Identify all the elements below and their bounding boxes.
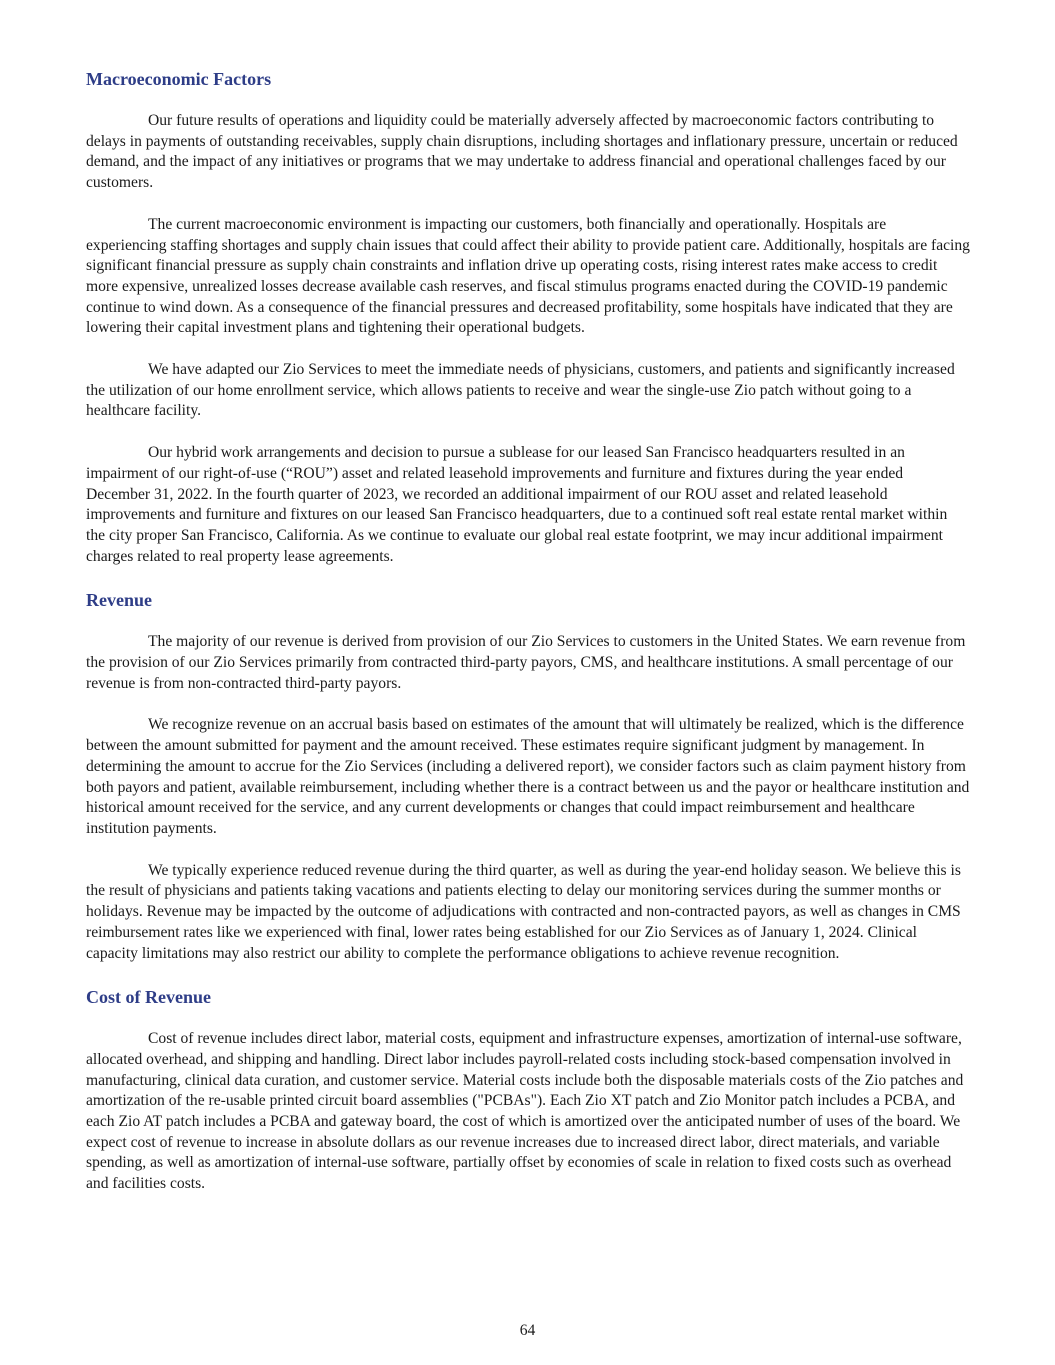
paragraph: Our hybrid work arrangements and decision to pursue a sublease for our leased San Francisco headquarters resulted in an impairment of our right-of-use (“ROU”) asset and related leasehold improvements and furniture and fixtures during the year ended December 31, 2022. In the fourth quarter of 2023, we recorded an additional impairment of our ROU asset and related leasehold improvements and furniture and fixtures on our leased San Francisco headquarters, due to a continued soft real estate rental market within the city proper San Francisco, California. As we continue to evaluate our global real estate footprint, we may incur additional impairment charges related to real property lease agreements. — [86, 444, 948, 565]
paragraph: We recognize revenue on an accrual basis based on estimates of the amount that will ultimately be realized, which is the difference between the amount submitted for payment and the amount received. These estimates require significant judgment by management. In determining the amount to accrue for the Zio Services (including a delivered report), we consider factors such as claim payment history from both payors and patient, available reimbursement, including whether there is a contract between us and the payor or healthcare institution and historical amount received for the service, and any current developments or changes that could impact reimbursement and healthcare institution payments. — [86, 716, 970, 837]
section-cost-of-revenue — [86, 984, 970, 1195]
section-heading: Revenue — [86, 590, 152, 611]
paragraph: The majority of our revenue is derived from provision of our Zio Services to customers in the United States. We earn revenue from the provision of our Zio Services primarily from contracted third-party payors, CMS, and healthcare institutions. A small percentage of our revenue is from non-contracted third-party payors. — [86, 633, 966, 692]
section-heading: Macroeconomic Factors — [86, 69, 272, 89]
section-revenue — [86, 587, 970, 964]
section-macroeconomic-factors — [86, 66, 970, 567]
paragraph: Our future results of operations and liquidity could be materially adversely affected by macroeconomic factors contributing to delays in payments of outstanding receivables, supply chain disruptions, including shortages and inflationary pressure, uncertain or reduced demand, and the impact of any initiatives or programs that we may undertake to address financial and operational challenges faced by our customers. — [86, 112, 958, 192]
paragraph: The current macroeconomic environment is impacting our customers, both financially and operationally. Hospitals are experiencing staffing shortages and supply chain issues that could affect their ability to provide patient care. Additionally, hospitals are facing significant financial pressure as supply chain constraints and inflation drive up operating costs, rising interest rates make access to credit more expensive, unrealized losses decrease available cash reserves, and fiscal stimulus programs enacted during the COVID-19 pandemic continue to wind down. As a consequence of the financial pressures and decreased profitability, some hospitals have indicated that they are lowering their capital investment plans and tightening their operational budgets. — [86, 215, 970, 337]
paragraph: We have adapted our Zio Services to meet the immediate needs of physicians, customers, and patients and significantly increased the utilization of our home enrollment service, which allows patients to receive and wear the single-use Zio patch without going to a healthcare facility. — [86, 361, 955, 420]
section-heading: Cost of Revenue — [86, 987, 211, 1008]
paragraph: We typically experience reduced revenue during the third quarter, as well as during the year-end holiday season. We believe this is the result of physicians and patients taking vacations and patients electing to delay our monitoring services during the summer months or holidays. Revenue may be impacted by the outcome of adjudications with contracted and non-contracted payors, as well as changes in CMS reimbursement rates like we experienced with final, lower rates being established for our Zio Services as of January 1, 2024. Clinical capacity limitations may also restrict our ability to complete the performance obligations to achieve revenue recognition. — [86, 861, 961, 962]
document-page — [86, 66, 970, 1195]
page-number: 64 — [519, 1322, 536, 1339]
paragraph: Cost of revenue includes direct labor, material costs, equipment and infrastructure expenses, amortization of internal-use software, allocated overhead, and shipping and handling. Direct labor includes payroll-related costs including stock-based compensation involved in manufacturing, clinical data curation, and customer service. Material costs include both the disposable materials costs of the Zio patches and amortization of the re-usable printed circuit board assemblies ("PCBAs"). Each Zio XT patch and Zio Monitor patch includes a PCBA, and each Zio AT patch includes a PCBA and gateway board, the cost of which is amortized over the anticipated number of uses of the board. We expect cost of revenue to increase in absolute dollars as our revenue increases due to increased direct labor, direct materials, and variable spending, as well as amortization of internal-use software, partially offset by economies of scale in relation to fixed costs such as overhead and facilities costs. — [86, 1030, 964, 1193]
